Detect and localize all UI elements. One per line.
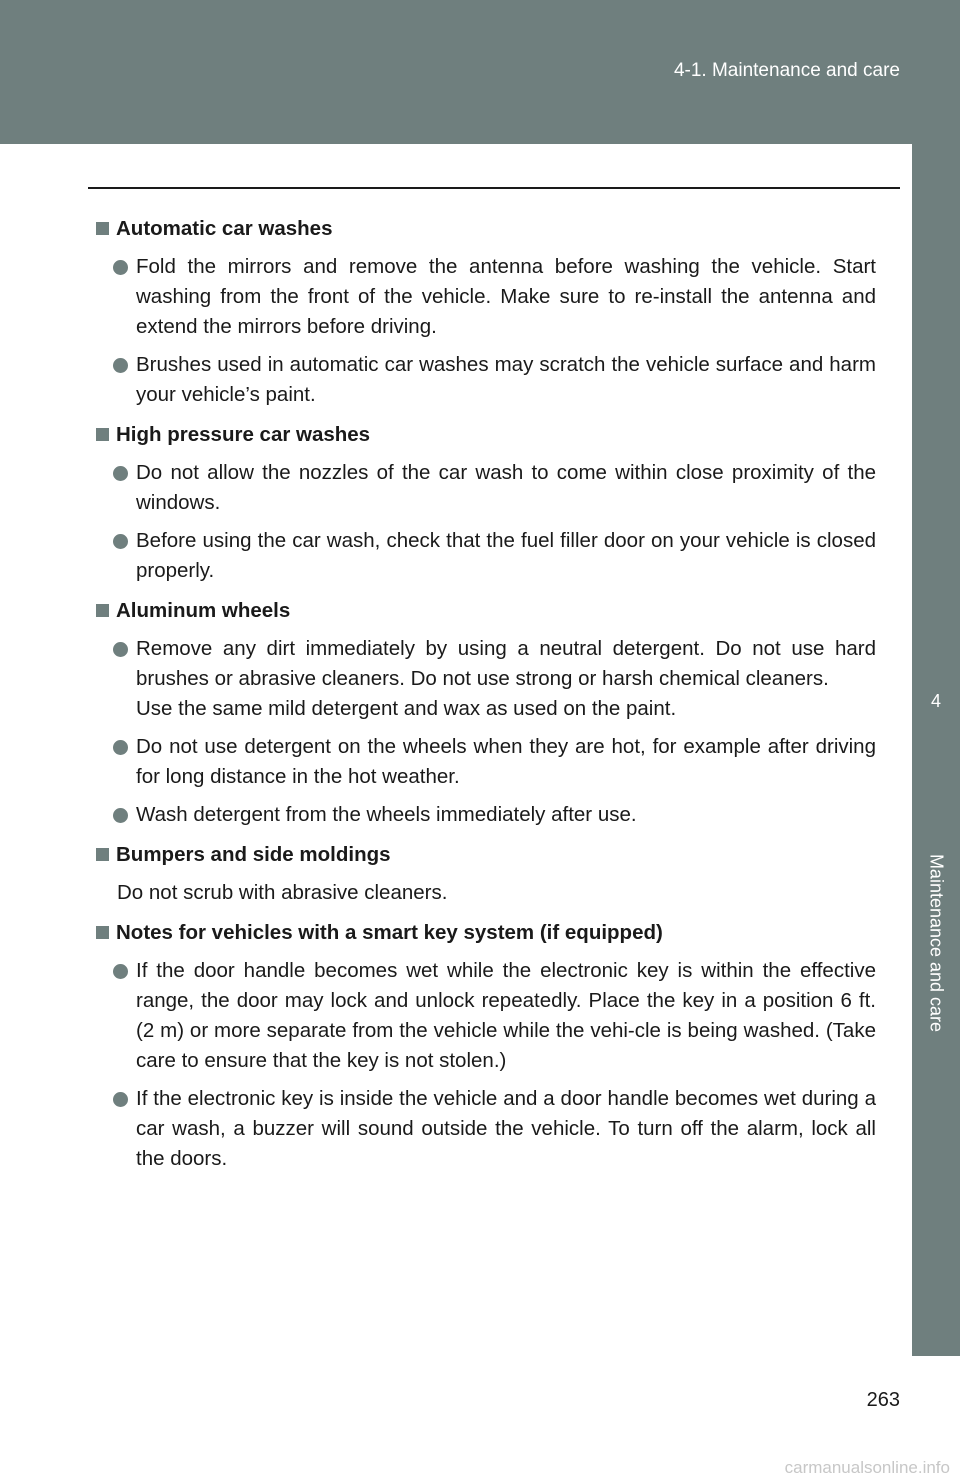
circle-bullet-icon — [113, 1092, 128, 1107]
list-item — [96, 350, 876, 410]
section-bumpers-and-side-moldings — [96, 840, 876, 908]
section-heading — [96, 840, 876, 870]
list-item — [96, 1084, 876, 1174]
circle-bullet-icon — [113, 740, 128, 755]
page-number: 263 — [866, 1389, 900, 1411]
section-heading — [96, 596, 876, 626]
bullet-text: Remove any dirt immediately by using a neutral detergent. Do not use hard brushes or abrasive cleaners. Do not use strong or harsh chemical cleaners. — [136, 637, 876, 690]
list-item — [96, 526, 876, 586]
section-text: Do not scrub with abrasive cleaners. — [117, 881, 448, 904]
circle-bullet-icon — [113, 358, 128, 373]
list-item — [96, 800, 876, 830]
circle-bullet-icon — [113, 260, 128, 275]
section-smart-key-notes — [96, 918, 876, 1174]
heading-text: Notes for vehicles with a smart key system (if equipped) — [116, 921, 663, 944]
heading-text: Bumpers and side moldings — [116, 843, 391, 866]
section-automatic-car-washes — [96, 214, 876, 410]
circle-bullet-icon — [113, 534, 128, 549]
list-item — [96, 458, 876, 518]
section-heading — [96, 918, 876, 948]
bullet-text: If the door handle becomes wet while the electronic key is within the effective range, the door may lock and unlock repeatedly. Place the key in a position 6 ft. (2 m) or more separate from the vehicle while the vehi-cle is being washed. (Take care to ensure that the key is not stolen.) — [136, 959, 876, 1072]
circle-bullet-icon — [113, 808, 128, 823]
header-rule — [88, 187, 900, 189]
section-heading — [96, 420, 876, 450]
bullet-text: Brushes used in automatic car washes may scratch the vehicle surface and harm your vehicle’s paint. — [136, 353, 876, 406]
circle-bullet-icon — [113, 964, 128, 979]
heading-text: Aluminum wheels — [116, 599, 291, 622]
bullet-text: If the electronic key is inside the vehicle and a door handle becomes wet during a car wash, a buzzer will sound outside the vehicle. To turn off the alarm, lock all the doors. — [136, 1087, 876, 1170]
square-bullet-icon — [96, 926, 109, 939]
circle-bullet-icon — [113, 466, 128, 481]
list-item — [96, 634, 876, 724]
bullet-extra-line: Use the same mild detergent and wax as used on the paint. — [136, 697, 677, 720]
section-heading — [96, 214, 876, 244]
heading-text: High pressure car washes — [116, 423, 371, 446]
chapter-label: Maintenance and care — [926, 853, 947, 1033]
section-high-pressure-car-washes — [96, 420, 876, 586]
section-aluminum-wheels — [96, 596, 876, 830]
section-title: 4-1. Maintenance and care — [673, 60, 900, 81]
list-item — [96, 252, 876, 342]
circle-bullet-icon — [113, 642, 128, 657]
heading-text: Automatic car washes — [116, 217, 333, 240]
chapter-number: 4 — [930, 691, 941, 711]
square-bullet-icon — [96, 428, 109, 441]
list-item — [96, 732, 876, 792]
bullet-text: Fold the mirrors and remove the antenna before washing the vehicle. Start washing from the front of the vehicle. Make sure to re-install the antenna and extend the mirrors before driving. — [136, 255, 876, 338]
square-bullet-icon — [96, 848, 109, 861]
square-bullet-icon — [96, 604, 109, 617]
page-body — [96, 214, 876, 1184]
bullet-text: Wash detergent from the wheels immediately after use. — [136, 803, 637, 826]
watermark: carmanualsonline.info — [784, 1458, 950, 1477]
chapter-side-tab — [912, 144, 960, 1356]
list-item — [96, 956, 876, 1076]
square-bullet-icon — [96, 222, 109, 235]
bullet-text: Before using the car wash, check that the fuel filler door on your vehicle is closed properly. — [136, 529, 876, 582]
bullet-text: Do not use detergent on the wheels when they are hot, for example after driving for long distance in the hot weather. — [136, 735, 876, 788]
bullet-text: Do not allow the nozzles of the car wash to come within close proximity of the windows. — [136, 461, 876, 514]
